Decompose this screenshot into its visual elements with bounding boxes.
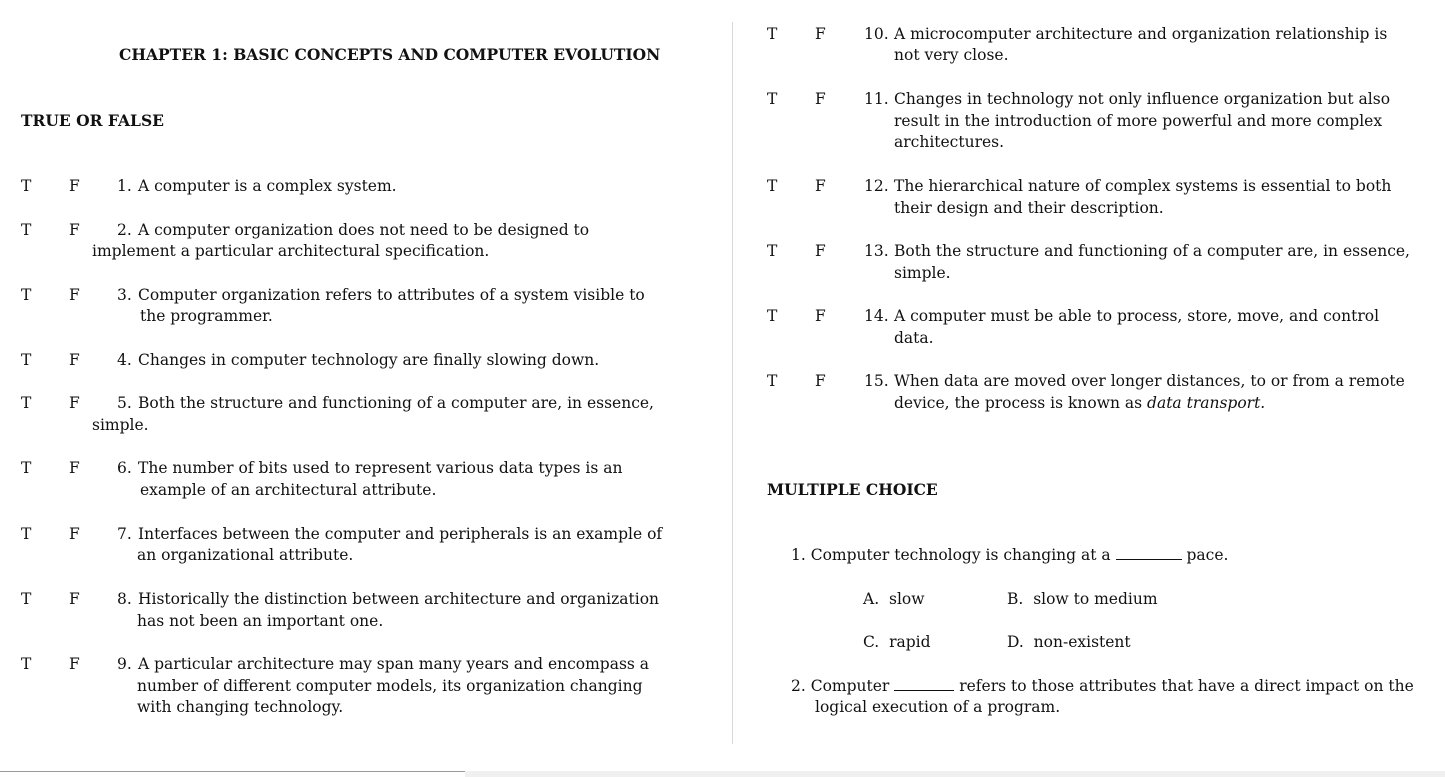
question-text: simple. — [92, 416, 149, 434]
question-text: result in the introduction of more powerful and more complex — [894, 112, 1383, 130]
true-option[interactable]: T — [21, 525, 32, 543]
chapter-title: CHAPTER 1: BASIC CONCEPTS AND COMPUTER EVOLUTION — [119, 45, 661, 64]
question-text: A computer organization does not need to be designed to — [138, 221, 590, 239]
question-text: A microcomputer architecture and organization relationship is — [894, 25, 1388, 43]
question-number: 15. — [864, 372, 889, 390]
question-number: 1. — [117, 177, 132, 195]
page-bottom-rule — [0, 771, 465, 772]
question-text: not very close. — [894, 46, 1009, 64]
true-option[interactable]: T — [21, 221, 32, 239]
false-option[interactable]: F — [69, 655, 80, 673]
true-option[interactable]: T — [21, 351, 32, 369]
true-false-heading: TRUE OR FALSE — [21, 111, 164, 130]
false-option[interactable]: F — [815, 177, 826, 195]
question-text: The number of bits used to represent various data types is an — [138, 459, 623, 477]
question-text: has not been an important one. — [137, 612, 384, 630]
option-text: rapid — [889, 633, 931, 651]
question-text: the programmer. — [140, 307, 273, 325]
true-option[interactable]: T — [767, 25, 778, 43]
question-text — [791, 544, 1228, 566]
question-text: implement a particular architectural specification. — [92, 242, 490, 260]
question-text-pre: Computer — [810, 677, 895, 695]
question-number: 1. — [791, 546, 806, 564]
true-option[interactable]: T — [21, 459, 32, 477]
question-number: 3. — [117, 286, 132, 304]
question-text: simple. — [894, 264, 951, 282]
option-c[interactable] — [863, 631, 931, 653]
option-b[interactable] — [1007, 588, 1158, 610]
true-option[interactable]: T — [767, 307, 778, 325]
question-number: 12. — [864, 177, 889, 195]
false-option[interactable]: F — [69, 177, 80, 195]
option-d[interactable] — [1007, 631, 1131, 653]
question-number: 8. — [117, 590, 132, 608]
multiple-choice-heading: MULTIPLE CHOICE — [767, 480, 938, 499]
question-text: Changes in computer technology are finally slowing down. — [138, 351, 600, 369]
question-text: Interfaces between the computer and peripherals is an example of — [138, 525, 663, 543]
option-letter: C. — [863, 633, 880, 651]
question-number: 2. — [791, 677, 806, 695]
question-text: Both the structure and functioning of a computer are, in essence, — [138, 394, 654, 412]
option-a[interactable] — [863, 588, 925, 610]
question-text-pre: Computer technology is changing at a — [810, 546, 1116, 564]
true-option[interactable]: T — [21, 655, 32, 673]
question-text: example of an architectural attribute. — [140, 481, 437, 499]
question-number: 9. — [117, 655, 132, 673]
question-text: A computer is a complex system. — [138, 177, 397, 195]
question-text: Both the structure and functioning of a computer are, in essence, — [894, 242, 1410, 260]
question-text: A computer must be able to process, store, move, and control — [894, 307, 1380, 325]
question-number: 4. — [117, 351, 132, 369]
true-option[interactable]: T — [767, 177, 778, 195]
option-text: slow — [888, 590, 925, 608]
question-text: Computer organization refers to attributes of a system visible to — [138, 286, 645, 304]
false-option[interactable]: F — [815, 372, 826, 390]
false-option[interactable]: F — [69, 394, 80, 412]
question-number: 2. — [117, 221, 132, 239]
question-text-post: pace. — [1181, 546, 1229, 564]
page-bottom-strip — [465, 771, 1445, 777]
column-divider — [732, 22, 733, 744]
question-text: their design and their description. — [894, 199, 1164, 217]
option-letter: D. — [1007, 633, 1024, 651]
true-option[interactable]: T — [21, 394, 32, 412]
false-option[interactable]: F — [69, 525, 80, 543]
question-text: number of different computer models, its organization changing — [137, 677, 643, 695]
option-letter: A. — [863, 590, 880, 608]
false-option[interactable]: F — [69, 351, 80, 369]
true-option[interactable]: T — [21, 286, 32, 304]
question-text: architectures. — [894, 133, 1005, 151]
true-option[interactable]: T — [21, 177, 32, 195]
question-text: with changing technology. — [137, 698, 344, 716]
question-text — [894, 392, 1265, 414]
question-number: 13. — [864, 242, 889, 260]
option-text: non-existent — [1033, 633, 1131, 651]
question-text: an organizational attribute. — [137, 546, 354, 564]
question-text: A particular architecture may span many years and encompass a — [138, 655, 650, 673]
false-option[interactable]: F — [815, 307, 826, 325]
true-option[interactable]: T — [767, 372, 778, 390]
false-option[interactable]: F — [69, 459, 80, 477]
question-number: 10. — [864, 25, 889, 43]
question-number: 14. — [864, 307, 889, 325]
true-option[interactable]: T — [767, 90, 778, 108]
true-option[interactable]: T — [21, 590, 32, 608]
question-number: 7. — [117, 525, 132, 543]
question-text: The hierarchical nature of complex systems is essential to both — [894, 177, 1392, 195]
answer-blank — [1116, 545, 1182, 560]
question-number: 5. — [117, 394, 132, 412]
false-option[interactable]: F — [69, 221, 80, 239]
question-text: Historically the distinction between architecture and organization — [138, 590, 660, 608]
false-option[interactable]: F — [69, 286, 80, 304]
answer-blank — [894, 676, 954, 691]
question-number: 6. — [117, 459, 132, 477]
false-option[interactable]: F — [815, 90, 826, 108]
option-letter: B. — [1007, 590, 1024, 608]
false-option[interactable]: F — [69, 590, 80, 608]
false-option[interactable]: F — [815, 242, 826, 260]
question-text: logical execution of a program. — [815, 698, 1061, 716]
option-text: slow to medium — [1033, 590, 1158, 608]
true-option[interactable]: T — [767, 242, 778, 260]
question-text: Changes in technology not only influence organization but also — [894, 90, 1391, 108]
italic-term: data transport. — [1147, 394, 1266, 412]
question-text: data. — [894, 329, 934, 347]
question-number: 11. — [864, 90, 889, 108]
false-option[interactable]: F — [815, 25, 826, 43]
question-text — [791, 675, 1414, 697]
question-text: When data are moved over longer distances, to or from a remote — [894, 372, 1405, 390]
question-text-main: device, the process is known as — [894, 394, 1148, 412]
question-text-post: refers to those attributes that have a direct impact on the — [954, 677, 1414, 695]
